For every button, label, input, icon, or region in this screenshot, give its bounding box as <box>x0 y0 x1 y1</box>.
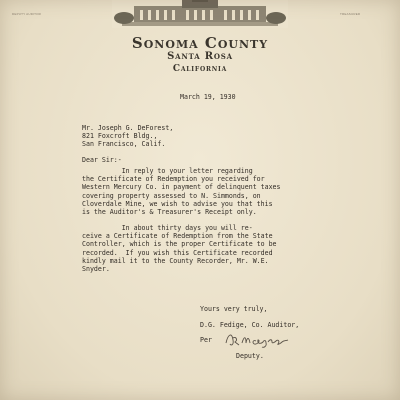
letterhead-city: Santa Rosa <box>167 51 233 62</box>
letterhead-right-caption: TREASURER <box>340 12 361 16</box>
letterhead-left-caption: DEPUTY AUDITOR <box>12 12 42 16</box>
courthouse-engraving <box>112 0 288 28</box>
letter-date: March 19, 1930 <box>180 93 236 101</box>
body-paragraph-1: In reply to your letter regarding the Certificate of Redemption you received for Western Mercury Co. in payment of delinquent taxes covering property assessed to N. Simmonds, on Cloverdale Mine, we wish to advise you that this is the Auditor's & Treasurer's Receipt only. <box>82 167 281 217</box>
closing: Yours very truly, <box>200 305 268 313</box>
letterhead-state: California <box>172 64 228 74</box>
body-paragraph-2: In about thirty days you will re- ceive a Certificate of Redemption from the State Controller, which is the proper Certificate to be recorded. If you wish this Certificate recorded kindly mail it to the County Recorder, Mr. W.E. Snyder. <box>82 224 277 274</box>
signer-title: D.G. Fedige, Co. Auditor, <box>200 321 300 329</box>
deputy-label: Deputy. <box>236 352 264 360</box>
recipient-address: Mr. Joseph G. DeForest, 821 Foxcroft Bldg., San Francisco, Calif. <box>82 124 174 149</box>
salutation: Dear Sir:- <box>82 156 122 164</box>
handwritten-signature <box>222 328 292 350</box>
per-label: Per <box>200 336 212 344</box>
letterhead-title: Sonoma County <box>131 34 269 52</box>
